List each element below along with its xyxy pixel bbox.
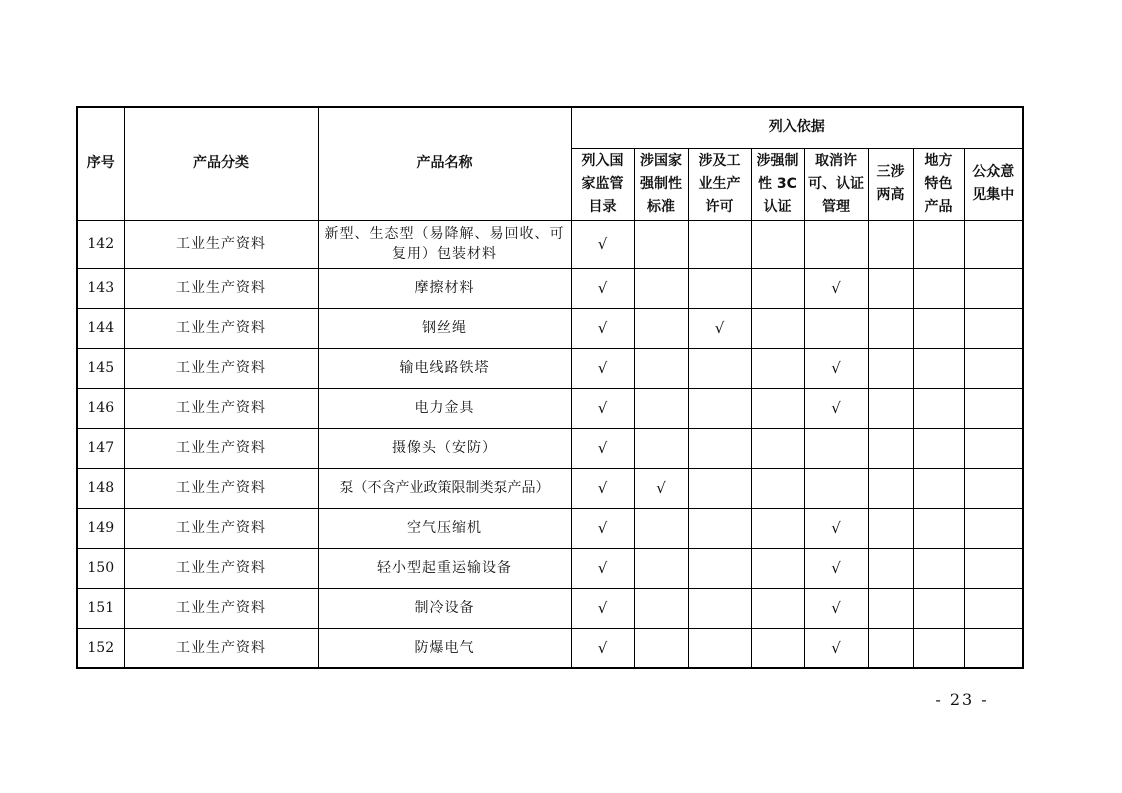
- check-cell: [751, 348, 804, 388]
- check-cell: √: [571, 468, 634, 508]
- check-cell: √: [804, 348, 868, 388]
- header-basis-national-catalog: 列入国家监管目录: [571, 148, 634, 220]
- row-number: 146: [77, 388, 124, 428]
- check-cell: √: [571, 548, 634, 588]
- table-row: [77, 508, 1023, 548]
- row-category: 工业生产资料: [124, 468, 318, 508]
- row-category: 工业生产资料: [124, 308, 318, 348]
- check-cell: [634, 628, 688, 668]
- page-number: - 23 -: [935, 690, 989, 709]
- table-row: [77, 588, 1023, 628]
- table-row: [77, 348, 1023, 388]
- check-cell: [868, 348, 913, 388]
- table-row: [77, 308, 1023, 348]
- check-cell: [634, 588, 688, 628]
- check-cell: [913, 508, 964, 548]
- check-cell: [751, 508, 804, 548]
- row-category: 工业生产资料: [124, 428, 318, 468]
- check-cell: √: [571, 268, 634, 308]
- check-cell: √: [571, 220, 634, 268]
- check-cell: √: [571, 628, 634, 668]
- check-cell: [913, 388, 964, 428]
- check-cell: [804, 428, 868, 468]
- header-category: 产品分类: [124, 107, 318, 220]
- row-category: 工业生产资料: [124, 588, 318, 628]
- check-cell: [634, 508, 688, 548]
- check-cell: [913, 628, 964, 668]
- check-cell: [688, 628, 751, 668]
- check-cell: √: [804, 628, 868, 668]
- check-cell: √: [804, 548, 868, 588]
- check-cell: [964, 468, 1023, 508]
- check-cell: [868, 428, 913, 468]
- check-cell: [964, 220, 1023, 268]
- check-cell: [751, 628, 804, 668]
- check-cell: [804, 220, 868, 268]
- check-cell: [868, 508, 913, 548]
- check-cell: [688, 468, 751, 508]
- check-cell: [688, 428, 751, 468]
- check-cell: [634, 428, 688, 468]
- row-number: 147: [77, 428, 124, 468]
- check-cell: [688, 220, 751, 268]
- header-basis-public-opinion: 公众意见集中: [964, 148, 1023, 220]
- check-cell: [634, 348, 688, 388]
- check-cell: √: [571, 388, 634, 428]
- table-row: [77, 428, 1023, 468]
- check-cell: [868, 388, 913, 428]
- row-number: 150: [77, 548, 124, 588]
- row-category: 工业生产资料: [124, 628, 318, 668]
- check-cell: √: [688, 308, 751, 348]
- check-cell: √: [571, 428, 634, 468]
- check-cell: [688, 508, 751, 548]
- row-product-name: 输电线路铁塔: [318, 348, 571, 388]
- check-cell: [868, 308, 913, 348]
- table-row: [77, 220, 1023, 268]
- check-cell: √: [571, 508, 634, 548]
- check-cell: [751, 268, 804, 308]
- table-row: [77, 388, 1023, 428]
- check-cell: [804, 308, 868, 348]
- header-basis-local-specialty: 地方特色产品: [913, 148, 964, 220]
- header-basis-three-two-high: 三涉两高: [868, 148, 913, 220]
- check-cell: [688, 548, 751, 588]
- check-cell: √: [804, 508, 868, 548]
- row-category: 工业生产资料: [124, 548, 318, 588]
- row-category: 工业生产资料: [124, 220, 318, 268]
- check-cell: [688, 388, 751, 428]
- check-cell: [913, 268, 964, 308]
- check-cell: [868, 468, 913, 508]
- check-cell: [751, 388, 804, 428]
- row-category: 工业生产资料: [124, 508, 318, 548]
- check-cell: [964, 508, 1023, 548]
- check-cell: √: [804, 588, 868, 628]
- check-cell: [964, 628, 1023, 668]
- row-product-name: 制冷设备: [318, 588, 571, 628]
- header-seq: 序号: [77, 107, 124, 220]
- check-cell: [964, 268, 1023, 308]
- table-row: [77, 468, 1023, 508]
- check-cell: √: [571, 308, 634, 348]
- check-cell: [964, 588, 1023, 628]
- check-cell: √: [804, 268, 868, 308]
- row-number: 142: [77, 220, 124, 268]
- row-category: 工业生产资料: [124, 388, 318, 428]
- check-cell: [868, 628, 913, 668]
- header-basis-3c-certification: 涉强制性 3C 认证: [751, 148, 804, 220]
- row-product-name: 空气压缩机: [318, 508, 571, 548]
- table-row: [77, 268, 1023, 308]
- table-row: [77, 628, 1023, 668]
- row-number: 143: [77, 268, 124, 308]
- row-product-name: 轻小型起重运输设备: [318, 548, 571, 588]
- check-cell: [751, 220, 804, 268]
- check-cell: [964, 348, 1023, 388]
- check-cell: [634, 388, 688, 428]
- check-cell: [868, 548, 913, 588]
- check-cell: [913, 220, 964, 268]
- check-cell: [868, 220, 913, 268]
- row-number: 152: [77, 628, 124, 668]
- row-category: 工业生产资料: [124, 348, 318, 388]
- check-cell: [634, 220, 688, 268]
- check-cell: [751, 308, 804, 348]
- row-product-name: 防爆电气: [318, 628, 571, 668]
- header-basis-cancelled-license: 取消许可、认证管理: [804, 148, 868, 220]
- check-cell: √: [571, 348, 634, 388]
- check-cell: [868, 588, 913, 628]
- row-number: 149: [77, 508, 124, 548]
- check-cell: [913, 548, 964, 588]
- row-number: 148: [77, 468, 124, 508]
- header-name: 产品名称: [318, 107, 571, 220]
- check-cell: [964, 388, 1023, 428]
- check-cell: [751, 588, 804, 628]
- header-basis-group: 列入依据: [571, 107, 1023, 148]
- check-cell: [964, 428, 1023, 468]
- row-number: 144: [77, 308, 124, 348]
- check-cell: [688, 268, 751, 308]
- row-number: 151: [77, 588, 124, 628]
- row-product-name: 泵（不含产业政策限制类泵产品）: [318, 468, 571, 508]
- check-cell: [868, 268, 913, 308]
- product-catalog-table: [76, 106, 1024, 669]
- check-cell: [804, 468, 868, 508]
- check-cell: [751, 428, 804, 468]
- check-cell: √: [804, 388, 868, 428]
- check-cell: [634, 308, 688, 348]
- check-cell: [913, 308, 964, 348]
- check-cell: [688, 588, 751, 628]
- row-category: 工业生产资料: [124, 268, 318, 308]
- check-cell: [634, 268, 688, 308]
- check-cell: [913, 588, 964, 628]
- row-number: 145: [77, 348, 124, 388]
- check-cell: √: [634, 468, 688, 508]
- check-cell: [964, 308, 1023, 348]
- check-cell: [688, 348, 751, 388]
- header-basis-production-license: 涉及工业生产许可: [688, 148, 751, 220]
- row-product-name: 摄像头（安防）: [318, 428, 571, 468]
- row-product-name: 新型、生态型（易降解、易回收、可复用）包装材料: [318, 220, 571, 268]
- check-cell: √: [571, 588, 634, 628]
- check-cell: [634, 548, 688, 588]
- row-product-name: 钢丝绳: [318, 308, 571, 348]
- row-product-name: 摩擦材料: [318, 268, 571, 308]
- check-cell: [913, 428, 964, 468]
- check-cell: [913, 468, 964, 508]
- table-row: [77, 548, 1023, 588]
- check-cell: [751, 468, 804, 508]
- header-basis-mandatory-standard: 涉国家强制性标准: [634, 148, 688, 220]
- check-cell: [751, 548, 804, 588]
- check-cell: [964, 548, 1023, 588]
- row-product-name: 电力金具: [318, 388, 571, 428]
- check-cell: [913, 348, 964, 388]
- header-row-top: [77, 107, 1023, 148]
